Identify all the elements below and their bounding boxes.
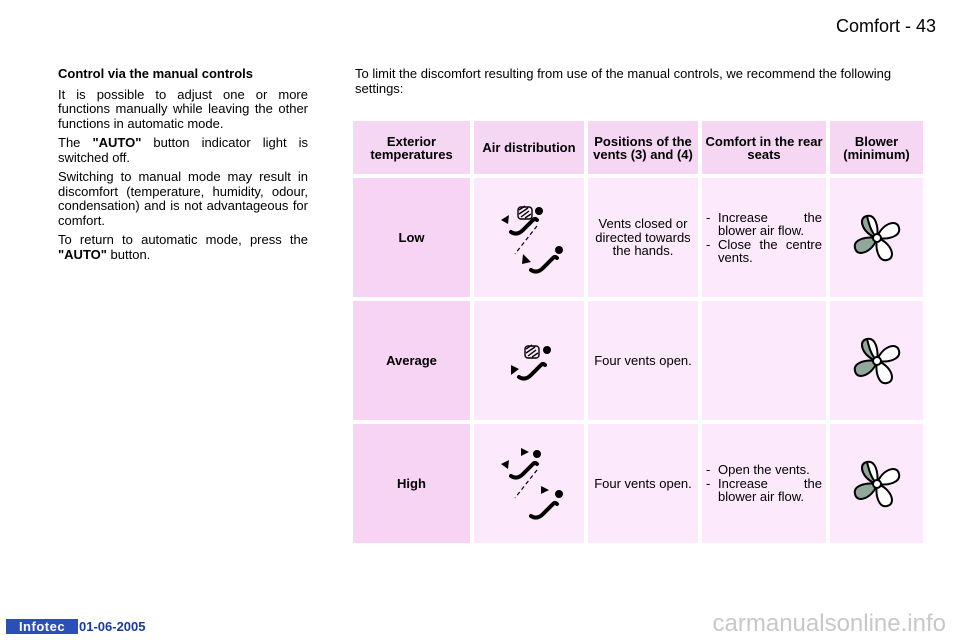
watermark: carmanualsonline.info bbox=[712, 610, 946, 637]
list-text: Close the centre vents. bbox=[718, 236, 822, 265]
air-distribution-cell bbox=[474, 301, 584, 420]
list-item bbox=[706, 477, 822, 504]
rear-comfort-list bbox=[702, 211, 826, 265]
header-air-distribution: Air distribution bbox=[474, 121, 584, 174]
page-title: Comfort - 43 bbox=[835, 16, 936, 36]
list-item bbox=[706, 211, 822, 238]
table-header-row bbox=[353, 121, 923, 174]
exterior-temp: High bbox=[353, 424, 470, 543]
list-dash: - bbox=[706, 475, 711, 491]
table-row bbox=[353, 424, 923, 543]
exterior-temp: Low bbox=[353, 178, 470, 297]
rear-comfort-list bbox=[702, 463, 826, 504]
air-distribution-cell bbox=[474, 178, 584, 297]
settings-table bbox=[349, 117, 927, 547]
paragraph-1: It is possible to adjust one or more functions manually while leaving the other functions in automatic mode. bbox=[58, 86, 308, 131]
air-distribution-defrost-feet-icon bbox=[481, 331, 577, 391]
footer-date: 01-06-2005 bbox=[79, 619, 146, 634]
vent-positions: Vents closed or directed towards the hands. bbox=[588, 178, 698, 297]
list-text: Increase the blower air flow. bbox=[718, 209, 822, 238]
list-text: Open the vents. bbox=[718, 462, 810, 478]
paragraph-2 bbox=[58, 136, 308, 165]
intro-text: To limit the discomfort resulting from use of the manual controls, we recommend the following settings: bbox=[355, 66, 892, 96]
list-item bbox=[706, 463, 822, 477]
air-distribution-defrost-face-feet-icon bbox=[481, 190, 577, 286]
auto-label: "AUTO" bbox=[92, 135, 142, 150]
rear-comfort-cell bbox=[702, 301, 826, 420]
list-dash: - bbox=[706, 236, 711, 252]
fan-icon bbox=[849, 456, 905, 512]
list-item bbox=[706, 238, 822, 265]
blower-cell bbox=[830, 178, 923, 297]
blower-cell bbox=[830, 301, 923, 420]
section-heading: Control via the manual controls bbox=[58, 66, 254, 81]
text: To return to automatic mode, press the bbox=[58, 232, 308, 247]
list-dash: - bbox=[706, 462, 711, 478]
table-row bbox=[353, 301, 923, 420]
text: button. bbox=[106, 246, 151, 262]
fan-icon bbox=[849, 333, 905, 389]
header-vent-positions: Positions of the vents (3) and (4) bbox=[588, 121, 698, 174]
air-distribution-face-feet-icon bbox=[481, 436, 577, 532]
list-dash: - bbox=[706, 209, 711, 225]
text: The bbox=[58, 135, 93, 150]
paragraph-3: Switching to manual mode may result in discomfort (temperature, humidity, odour, condensation) and is not advantageous for comfort. bbox=[58, 169, 308, 228]
text: button indicator light is switched off. bbox=[58, 135, 308, 165]
table-row bbox=[353, 178, 923, 297]
manual-controls-section bbox=[58, 67, 308, 267]
vent-positions: Four vents open. bbox=[588, 301, 698, 420]
vent-positions: Four vents open. bbox=[588, 424, 698, 543]
fan-icon bbox=[849, 210, 905, 266]
infotec-logo: Infotec bbox=[6, 619, 78, 634]
blower-cell bbox=[830, 424, 923, 543]
list-text: Increase the blower air flow. bbox=[718, 475, 822, 505]
paragraph-4 bbox=[58, 233, 308, 262]
exterior-temp: Average bbox=[353, 301, 470, 420]
header-rear-comfort: Comfort in the rear seats bbox=[702, 121, 826, 174]
header-exterior: Exterior temperatures bbox=[353, 121, 470, 174]
header-blower: Blower (minimum) bbox=[830, 121, 923, 174]
auto-label: "AUTO" bbox=[58, 246, 107, 262]
rear-comfort-cell bbox=[702, 424, 826, 543]
air-distribution-cell bbox=[474, 424, 584, 543]
rear-comfort-cell bbox=[702, 178, 826, 297]
